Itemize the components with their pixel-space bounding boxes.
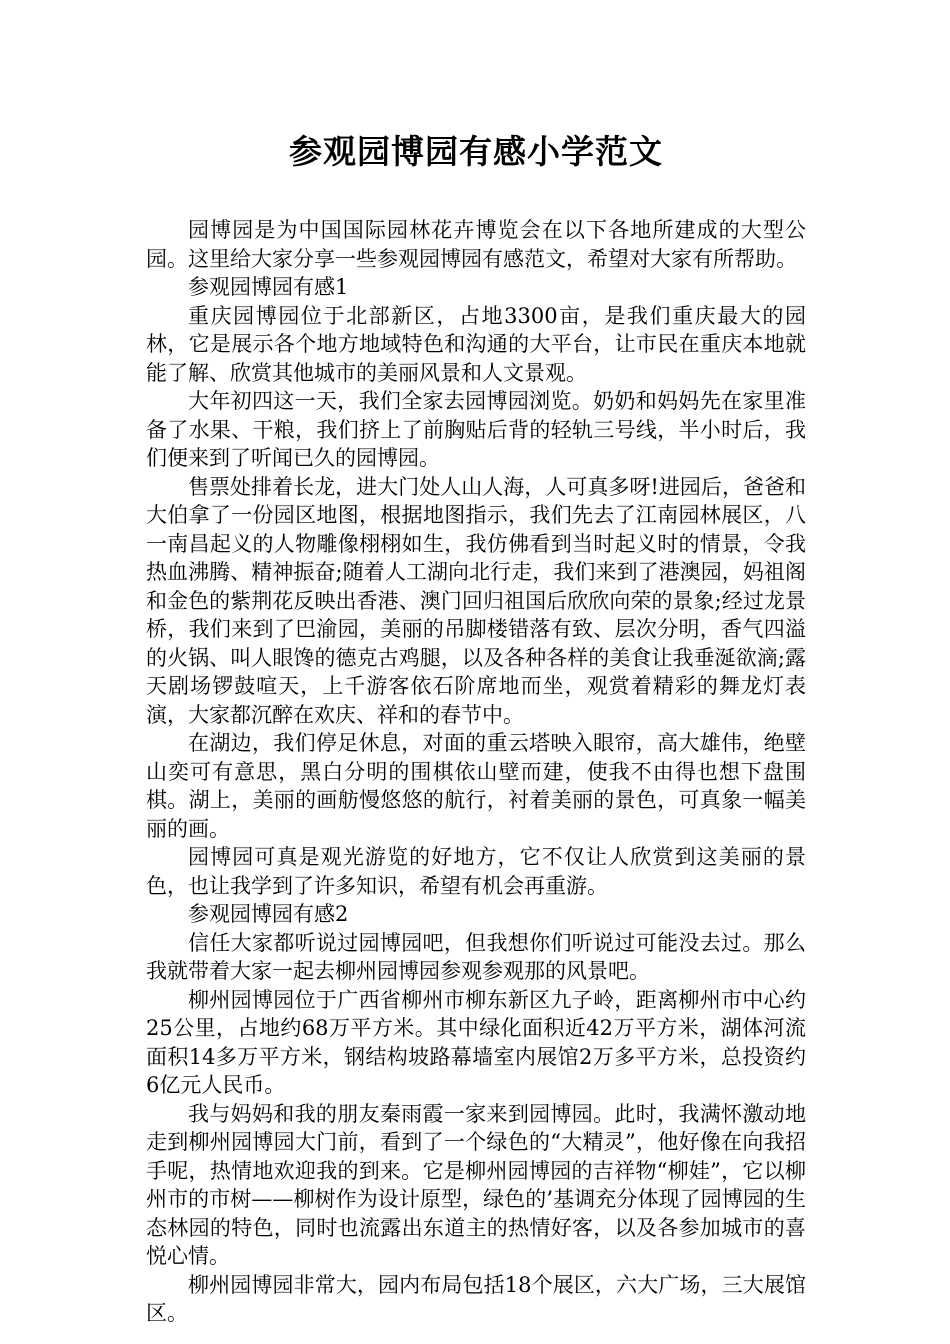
paragraph: 售票处排着长龙，进大门处人山人海，人可真多呀!进园后，爸爸和大伯拿了一份园区地图，根据地图指示，我们先去了江南园林展区，八一南昌起义的人物雕像栩栩如生，我仿佛看到当时起义时的情景，令我热血沸腾、精神振奋;随着人工湖向北行走，我们来到了港澳园，妈祖阁和金色的紫荆花反映出香港、澳门回归祖国后欣欣向荣的景象;经过龙景桥，我们来到了巴渝园，美丽的吊脚楼错落有致、层次分明，香气四溢的火锅、叫人眼馋的德克古鸡腿，以及各种各样的美食让我垂涎欲滴;露天剧场锣鼓喧天，上千游客依石阶席地而坐，观赏着精彩的舞龙灯表演，大家都沉醉在欢庆、祥和的春节中。 [146,474,806,727]
paragraph: 我与妈妈和我的朋友秦雨霞一家来到园博园。此时，我满怀激动地走到柳州园博园大门前，看到了一个绿色的“大精灵”，他好像在向我招手呢，热情地欢迎我的到来。它是柳州园博园的吉祥物“柳娃”，它以柳州市的市树——柳树作为设计原型，绿色的’基调充分体现了园博园的生态林园的特色，同时也流露出东道主的热情好客，以及各参加城市的喜悦心情。 [146,1101,806,1268]
document-page [146,128,806,1328]
paragraph: 园博园可真是观光游览的好地方，它不仅让人欣赏到这美丽的景色，也让我学到了许多知识，希望有机会再重游。 [146,845,806,898]
paragraph-intro: 园博园是为中国国际园林花卉博览会在以下各地所建成的大型公园。这里给大家分享一些参观园博园有感范文，希望对大家有所帮助。 [146,218,806,271]
section-heading-2: 参观园博园有感2 [188,902,349,926]
paragraph: 柳州园博园非常大，园内布局包括18个展区，六大广场，三大展馆区。 [146,1272,806,1325]
paragraph: 柳州园博园位于广西省柳州市柳东新区九子岭，距离柳州市中心约25公里，占地约68万平方米。其中绿化面积近42万平方米，湖体河流面积14多万平方米，钢结构坡路幕墙室内展馆2万多平方米，总投资约6亿元人民币。 [146,987,806,1097]
paragraph: 大年初四这一天，我们全家去园博园浏览。奶奶和妈妈先在家里准备了水果、干粮，我们挤上了前胸贴后背的轻轨三号线，半小时后，我们便来到了听闻已久的园博园。 [146,389,806,470]
paragraph: 重庆园博园位于北部新区，占地3300亩，是我们重庆最大的园林，它是展示各个地方地域特色和沟通的大平台，让市民在重庆本地就能了解、欣赏其他城市的美丽风景和人文景观。 [146,303,806,385]
document-title: 参观园博园有感小学范文 [289,132,663,171]
paragraph: 在湖边，我们停足休息，对面的重云塔映入眼帘，高大雄伟，绝壁山奕可有意思，黑白分明的围棋依山壁而建，使我不由得也想下盘围棋。湖上，美丽的画舫慢悠悠的航行，衬着美丽的景色，可真象一幅美丽的画。 [146,731,806,841]
section-heading-1: 参观园博园有感1 [188,275,349,299]
paragraph: 信任大家都听说过园博园吧，但我想你们听说过可能没去过。那么我就带着大家一起去柳州园博园参观参观那的风景吧。 [146,930,806,983]
document-body [146,216,806,1328]
